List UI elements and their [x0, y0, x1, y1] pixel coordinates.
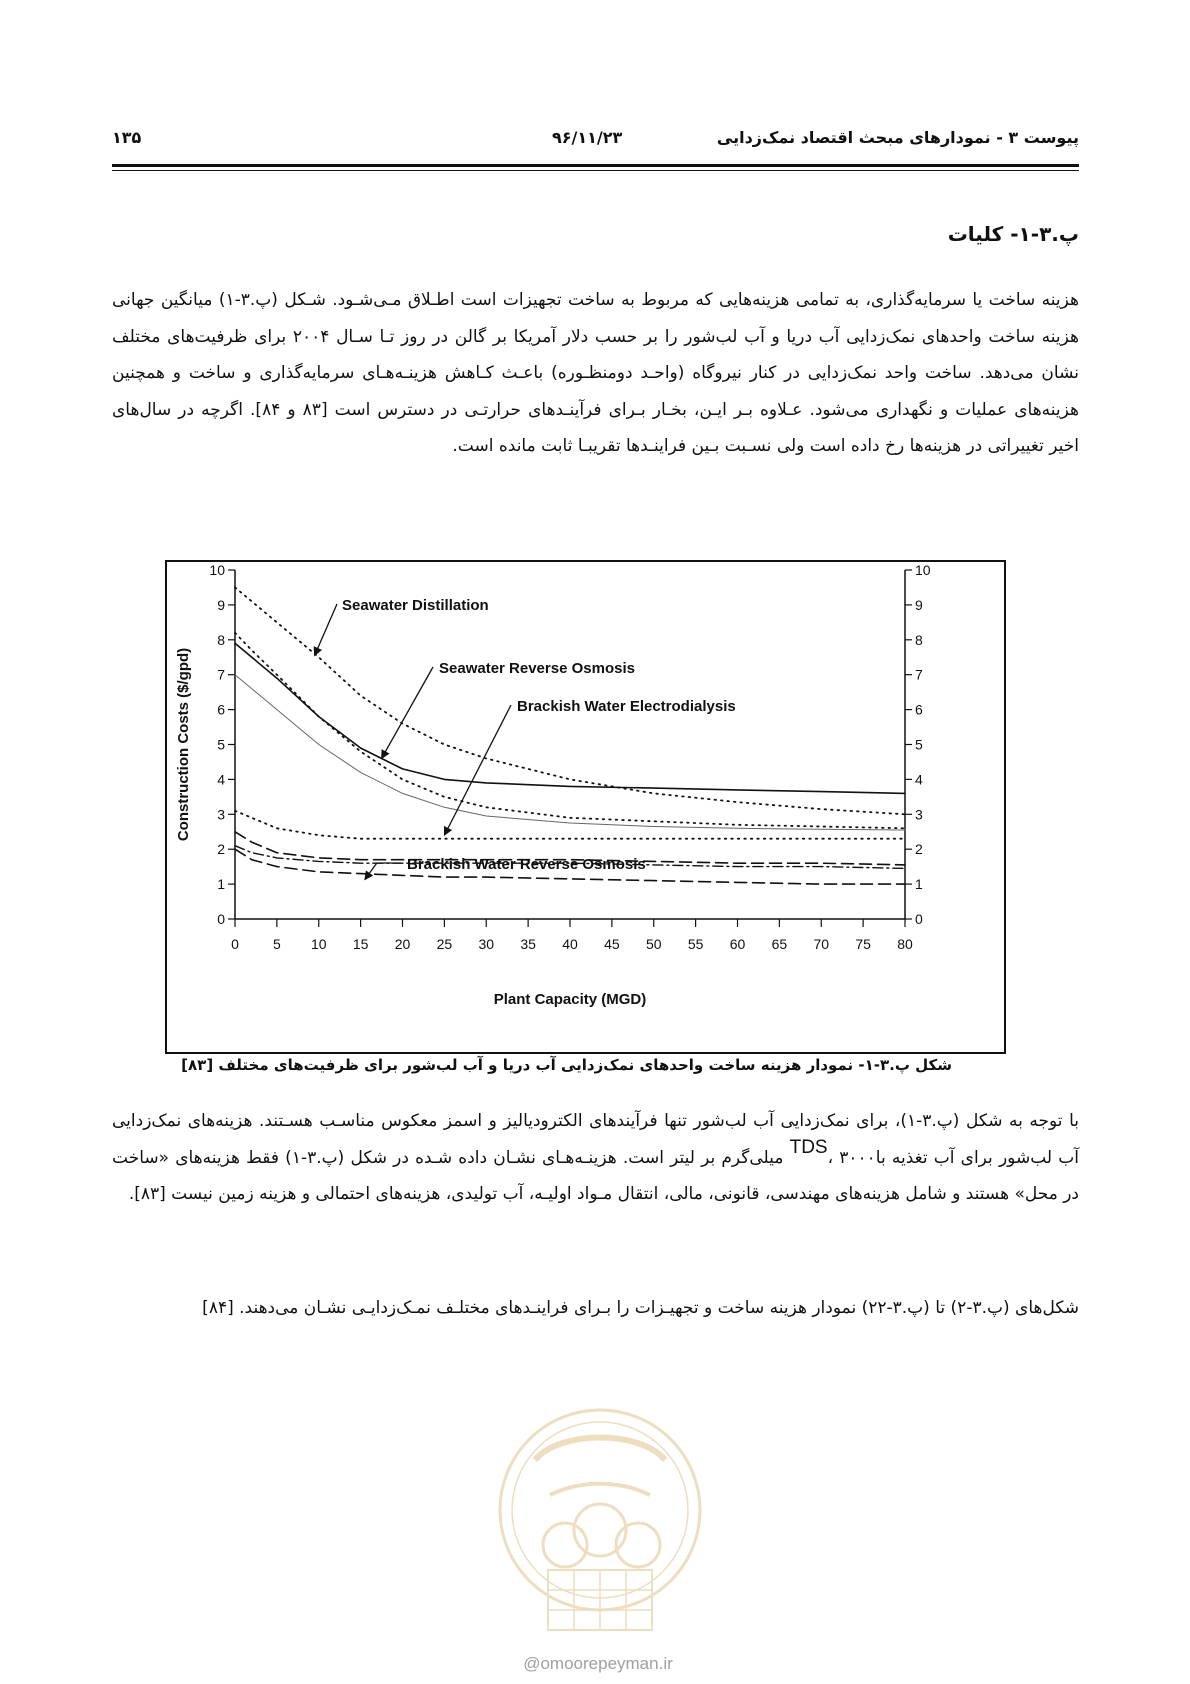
annotation-arrow-3: [444, 705, 511, 835]
x-tick-label: 55: [687, 936, 704, 952]
y-tick-label-left: 2: [217, 841, 225, 858]
annotation-label-1: Seawater Distillation: [342, 597, 489, 614]
y-tick-label-left: 8: [217, 631, 225, 648]
paragraph-brackish: [112, 1103, 1079, 1213]
y-tick-label-right: 7: [915, 666, 923, 683]
x-tick-label: 10: [310, 936, 327, 952]
paragraph-brackish-part1: با توجه به شکل (پ.۳-۱)، برای نمک‌زدایی آب لب‌شور تنها فرآیندهای الکترودیالیز و اسمز معکوس مناسـب هسـتند. هزینه‌های نمک‌زدایی آب لب‌شور برای آب تغذیه با: [112, 1111, 1079, 1168]
watermark-url: @omoorepeyman.ir: [523, 1654, 673, 1673]
x-tick-label: 25: [436, 936, 453, 952]
y-tick-label-right: 3: [915, 806, 923, 823]
section-heading: پ.۳-۱- کلیات: [947, 222, 1079, 246]
x-tick-label: 40: [562, 936, 578, 952]
paragraph-brackish-part2: ، ۳۰۰۰ میلی‌گرم بر لیتر است. هزینـه‌هـای نشـان داده شـده در شکل (پ.۳-۱) فقط هزینه‌های «ساخت در محل» هستند و شامل هزینه‌های مهندسی، قانونی، مالی، انتقال مـواد اولیـه، آب تولیدی، هزینه‌های احتمالی و هزینه زمین نیست [۸۳].: [112, 1147, 1079, 1204]
y-tick-label-right: 6: [915, 701, 923, 718]
y-tick-label-left: 6: [217, 701, 225, 718]
y-tick-label-left: 10: [209, 562, 225, 578]
y-tick-label-left: 4: [217, 771, 225, 788]
header-title: پیوست ۳ - نمودارهای مبحث اقتصاد نمک‌زدایی: [716, 128, 1079, 147]
x-tick-label: 75: [855, 936, 871, 952]
x-tick-label: 5: [272, 936, 281, 952]
header-rule-thin: [112, 170, 1079, 171]
page-number: ۱۳۵: [112, 128, 142, 147]
y-axis-label: Construction Costs ($/gpd): [175, 647, 192, 842]
annotation-arrow-1: [315, 604, 337, 656]
y-tick-label-right: 4: [915, 771, 923, 788]
y-tick-label-right: 2: [915, 841, 923, 858]
annotation-arrow-4: [365, 863, 401, 880]
y-tick-label-left: 9: [217, 596, 225, 613]
paragraph-intro: هزینه ساخت یا سرمایه‌گذاری، به تمامی هزینه‌هایی که مربوط به ساخت تجهیزات است اطـلاق مـی‌شـود. شـکل (پ.۳-۱) میانگین جهانی هزینه ساخت واحدهای نمک‌زدایی آب دریا و آب لب‌شور را بر حسب دلار آمریکا بر گالن در روز تـا سـال ۲۰۰۴ برای ظرفیت‌های مختلف نشان می‌دهد. ساخت واحد نمک‌زدایی در کنار نیروگاه (واحـد دومنظـوره) باعـث کـاهش هزینـه‌هـای سرمایه‌گذاری و ساخت و همچنین هزینه‌های عملیات و نگهداری می‌شود. عـلاوه بـر ایـن، بخـار بـرای فرآینـدهای حرارتـی در دسترس است [۸۳ و ۸۴]. اگرچه در سال‌های اخیر تغییراتی در هزینه‌ها رخ داده است ولی نسـبت بـین فراینـدها تقریبـا ثابت مانده است.: [112, 290, 1079, 456]
x-axis-label: Plant Capacity (MGD): [493, 991, 647, 1008]
tds-label: TDS: [789, 1136, 828, 1158]
x-tick-label: 65: [771, 936, 788, 952]
annotation-label-4: Brackish Water Reverse Osmosis: [407, 856, 646, 873]
y-tick-label-left: 1: [217, 876, 225, 893]
x-tick-label: 80: [897, 936, 913, 952]
header-date: ۹۶/۱۱/۲۳: [552, 128, 623, 147]
x-tick-label: 0: [231, 936, 239, 952]
figure-caption: شکل پ.۳-۱- نمودار هزینه ساخت واحدهای نمک‌زدایی آب دریا و آب لب‌شور برای ظرفیت‌های مختلف [۸۳]: [181, 1056, 952, 1074]
series-line-5: [235, 811, 905, 839]
y-tick-label-right: 9: [915, 596, 923, 613]
x-tick-label: 15: [352, 936, 369, 952]
y-tick-label-left: 0: [217, 911, 225, 927]
x-tick-label: 30: [478, 936, 495, 952]
annotation-label-2: Seawater Reverse Osmosis: [439, 660, 635, 677]
y-tick-label-right: 10: [915, 562, 931, 578]
y-tick-label-left: 7: [217, 666, 225, 683]
y-tick-label-right: 5: [915, 736, 923, 753]
x-tick-label: 60: [729, 936, 746, 952]
x-tick-label: 35: [520, 936, 536, 952]
annotation-arrow-2: [382, 667, 433, 758]
x-tick-label: 45: [604, 936, 620, 952]
y-tick-label-right: 8: [915, 631, 923, 648]
x-tick-label: 50: [645, 936, 662, 952]
y-tick-label-left: 3: [217, 806, 225, 823]
paragraph-figures-ref: شکل‌های (پ.۳-۲) تا (پ.۳-۲۲) نمودار هزینه ساخت و تجهیـزات را بـرای فراینـدهای مختلـف نمـک‌زدایـی نشـان می‌دهند. [۸۴]: [202, 1298, 1079, 1318]
x-tick-label: 20: [394, 936, 411, 952]
header-rule-thick: [112, 164, 1079, 167]
annotation-label-3: Brackish Water Electrodialysis: [517, 698, 736, 715]
y-tick-label-right: 0: [915, 911, 923, 927]
y-tick-label-right: 1: [915, 876, 923, 893]
chart-figure: [165, 560, 1006, 1054]
x-tick-label: 70: [813, 936, 830, 952]
cost-chart: [167, 562, 1004, 1052]
y-tick-label-left: 5: [217, 736, 225, 753]
watermark-seal: [490, 1400, 710, 1650]
